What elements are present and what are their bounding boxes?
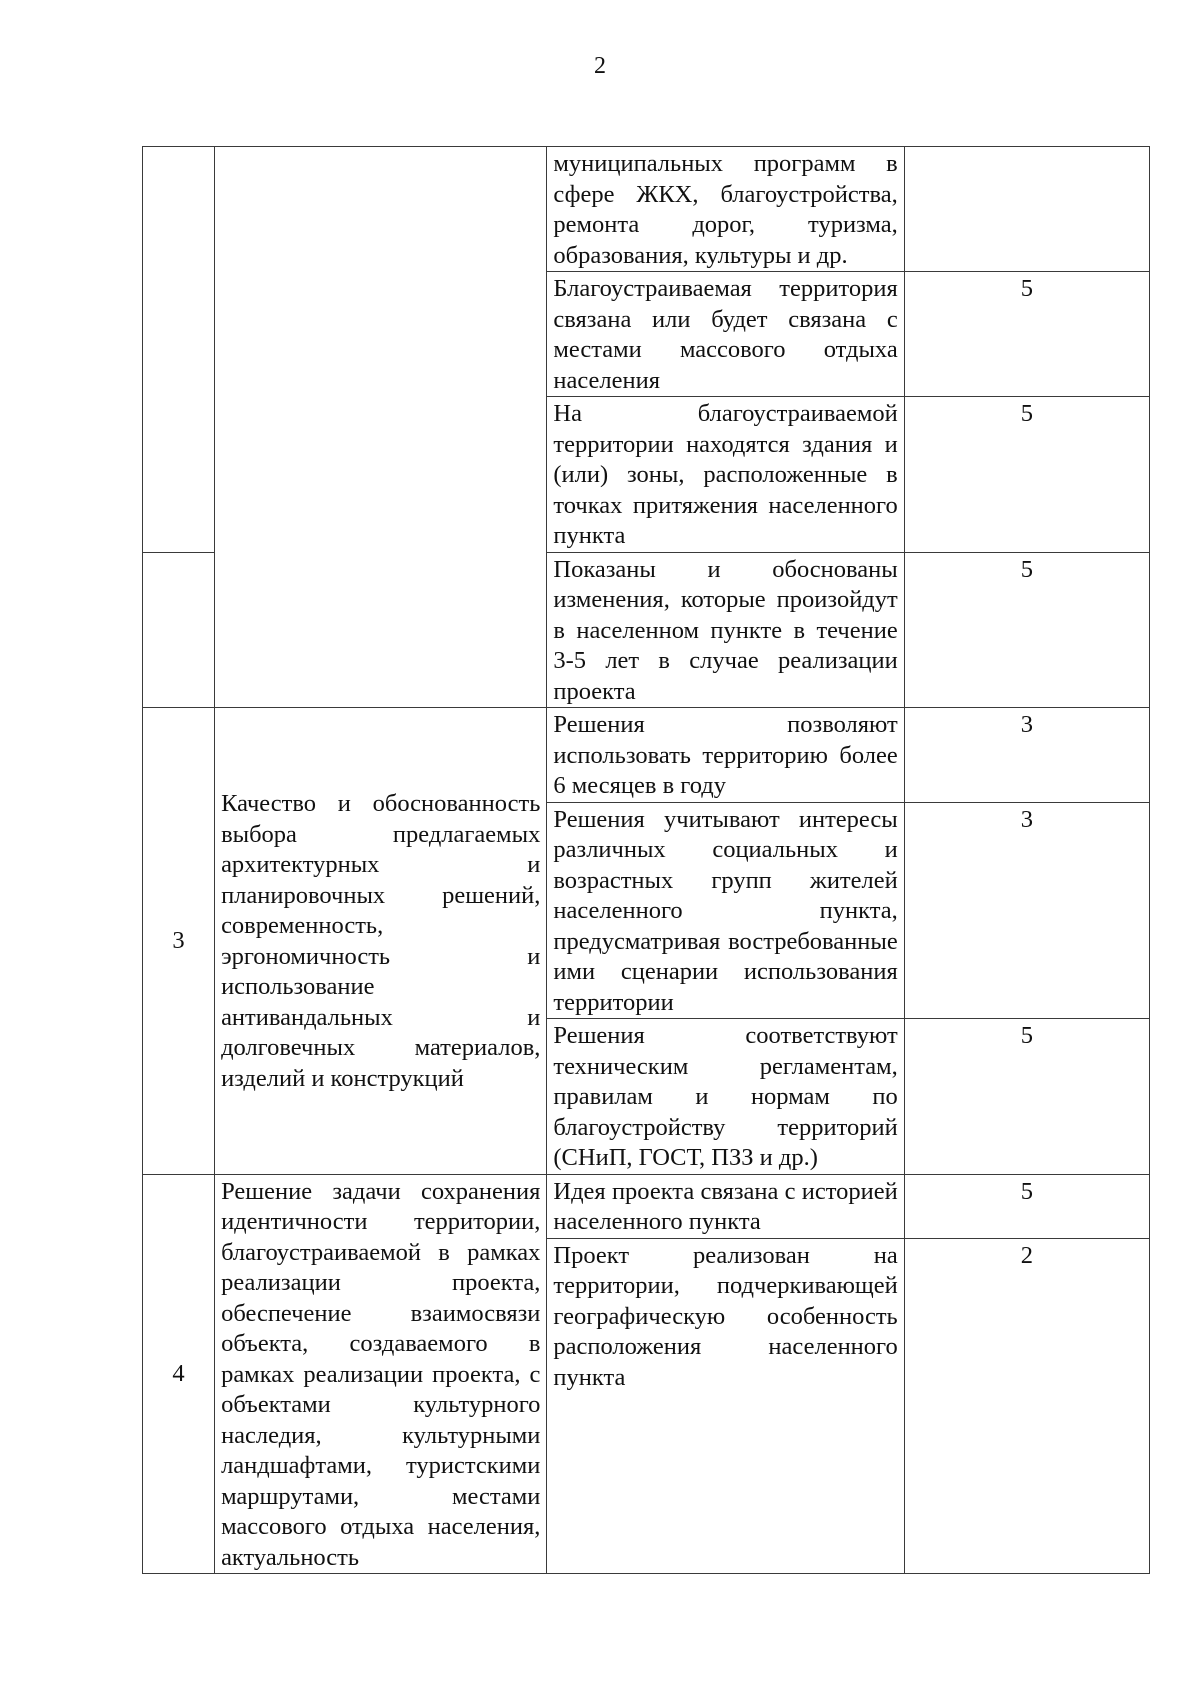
indicator-text: Проект реализован на территории, подчеркивающей географическую особенность расположения населенного пункта — [553, 1241, 898, 1391]
indicator-cell — [547, 1019, 904, 1175]
table-row — [143, 147, 1150, 272]
criterion-number: 3 — [143, 708, 215, 1175]
score-cell — [904, 397, 1149, 553]
score-value — [905, 147, 1149, 149]
score-value: 3 — [1020, 805, 1033, 833]
score-value: 5 — [1020, 1022, 1033, 1049]
criterion-cell-continued — [215, 147, 547, 708]
score-cell — [904, 272, 1149, 397]
score-value: 5 — [1020, 1177, 1033, 1205]
criterion-cell — [215, 708, 547, 1175]
indicator-text: Решения соответствуют техническим регламентам, правилам и нормам по благоустройству территорий (СНиП, ГОСТ, ПЗЗ и др.) — [553, 1022, 898, 1171]
indicator-cell — [547, 1174, 904, 1238]
indicator-text: муниципальных программ в сфере ЖКХ, благоустройства, ремонта дорог, туризма, образования, культуры и др. — [553, 150, 898, 269]
indicator-cell — [547, 147, 904, 272]
indicator-cell — [547, 1238, 904, 1573]
score-cell — [904, 1174, 1149, 1238]
indicator-text: Показаны и обоснованы изменения, которые произойдут в населенном пункте в течение 3-5 лет в случае реализации проекта — [553, 555, 898, 705]
score-cell — [904, 552, 1149, 708]
score-value: 2 — [1020, 1241, 1033, 1269]
number-cell-continued — [143, 552, 215, 708]
indicator-cell — [547, 802, 904, 1019]
indicator-text: Благоустраиваемая территория связана или будет связана с местами массового отдыха населения — [553, 275, 898, 394]
indicator-text: Решения учитывают интересы различных социальных и возрастных групп жителей населенного пункта, предусматривая востребованные ими сценарии использования территории — [553, 805, 898, 1016]
indicator-text: Решения позволяют использовать территорию более 6 месяцев в году — [553, 711, 898, 799]
indicator-cell — [547, 552, 904, 708]
score-value: 5 — [1020, 555, 1033, 583]
indicator-cell — [547, 397, 904, 553]
score-cell — [904, 1238, 1149, 1573]
score-value: 5 — [1020, 275, 1033, 302]
indicator-cell — [547, 708, 904, 803]
number-cell-continued — [143, 147, 215, 553]
page-number: 2 — [594, 53, 606, 79]
score-cell — [904, 708, 1149, 803]
score-cell — [904, 1019, 1149, 1175]
score-cell — [904, 147, 1149, 272]
indicator-cell — [547, 272, 904, 397]
score-cell — [904, 802, 1149, 1019]
table-row — [143, 1174, 1150, 1238]
criterion-cell — [215, 1174, 547, 1574]
criterion-title: Решение задачи сохранения идентичности территории, благоустраиваемой в рамках реализации проекта, обеспечение взаимосвязи объекта, создаваемого в рамках реализации проекта, с объектами культурного наследия, культурными ландшафтами, туристскими маршрутами, местами массового отдыха населения, актуальность — [221, 1177, 541, 1571]
criterion-number: 4 — [143, 1174, 215, 1574]
criteria-table — [142, 146, 1150, 1574]
table-row — [143, 708, 1150, 803]
score-value: 5 — [1020, 400, 1033, 427]
indicator-text: Идея проекта связана с историей населенного пункта — [553, 1177, 898, 1235]
indicator-text: На благоустраиваемой территории находятся здания и (или) зоны, расположенные в точках притяжения населенного пункта — [553, 400, 898, 549]
score-value: 3 — [1020, 711, 1033, 738]
criterion-title: Качество и обоснованность выбора предлагаемых архитектурных и планировочных решений, современность, эргономичность и использование антивандальных и долговечных материалов, изделий и конструкций — [221, 790, 541, 1092]
